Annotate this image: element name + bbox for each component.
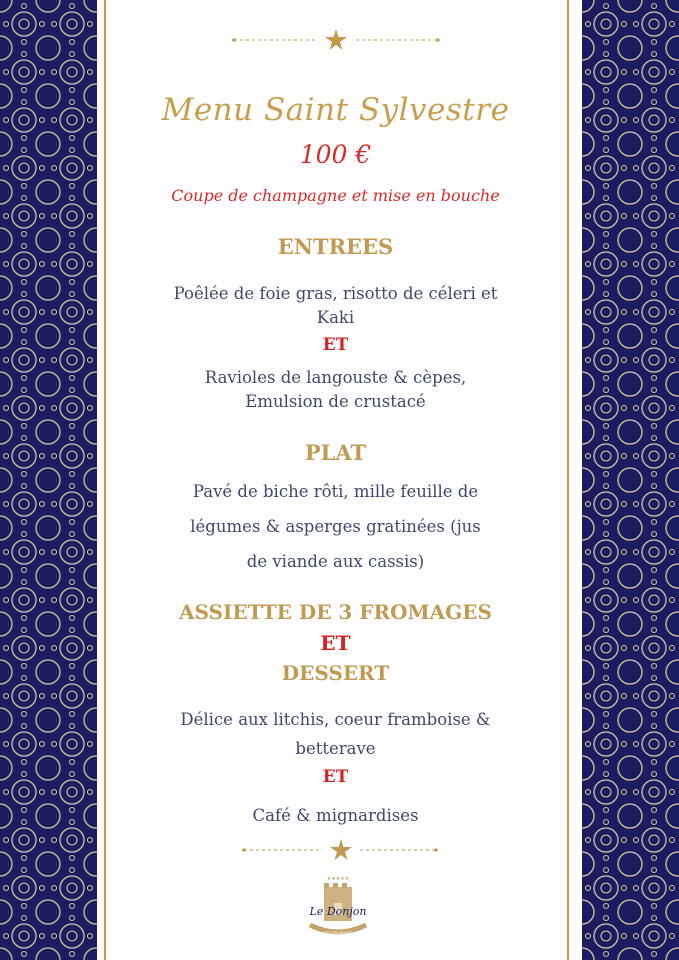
entree-2-line-2: Emulsion de crustacé bbox=[245, 392, 426, 411]
menu-title: Menu Saint Sylvestre bbox=[161, 92, 510, 128]
dessert-heading: DESSERT bbox=[281, 661, 390, 685]
plat-line-1: Pavé de biche rôti, mille feuille de bbox=[192, 482, 479, 501]
dessert-et: ET bbox=[322, 767, 349, 787]
entree-1-line-1: Poêlée de foie gras, risotto de céleri et bbox=[173, 284, 498, 303]
dessert-2: Café & mignardises bbox=[252, 806, 419, 825]
left-decorative-border bbox=[0, 0, 97, 960]
entrees-heading: ENTREES bbox=[277, 234, 394, 259]
dessert-1-line-2: betterave bbox=[295, 739, 376, 758]
aperitif-line: Coupe de champagne et mise en bouche bbox=[171, 186, 500, 205]
plat-line-3: de viande aux cassis) bbox=[246, 552, 425, 571]
plat-line-2: légumes & asperges gratinées (jus bbox=[190, 517, 481, 536]
plat-heading: PLAT bbox=[304, 440, 367, 465]
logo-text: Le Donjon bbox=[309, 905, 367, 918]
svg-text:★★★★★: ★★★★★ bbox=[326, 876, 350, 882]
gold-border-right bbox=[567, 0, 569, 960]
menu-price: 100 € bbox=[299, 140, 372, 169]
le-donjon-logo bbox=[300, 873, 376, 943]
star-icon bbox=[325, 29, 347, 50]
right-decorative-border bbox=[582, 0, 679, 960]
fromages-et: ET bbox=[320, 631, 351, 655]
dessert-1-line-1: Délice aux litchis, coeur framboise & bbox=[180, 710, 491, 729]
entrees-et: ET bbox=[322, 335, 349, 355]
pattern-left bbox=[0, 0, 97, 960]
pattern-right bbox=[582, 0, 679, 960]
entree-2-line-1: Ravioles de langouste & cèpes, bbox=[204, 368, 467, 387]
fromages-heading: ASSIETTE DE 3 FROMAGES bbox=[179, 600, 492, 624]
bottom-star-divider bbox=[104, 838, 567, 862]
star-icon bbox=[330, 839, 352, 860]
logo-subtext: RESTAURANT bbox=[323, 932, 353, 937]
top-star-divider bbox=[104, 28, 567, 52]
entree-1-line-2: Kaki bbox=[316, 308, 355, 327]
